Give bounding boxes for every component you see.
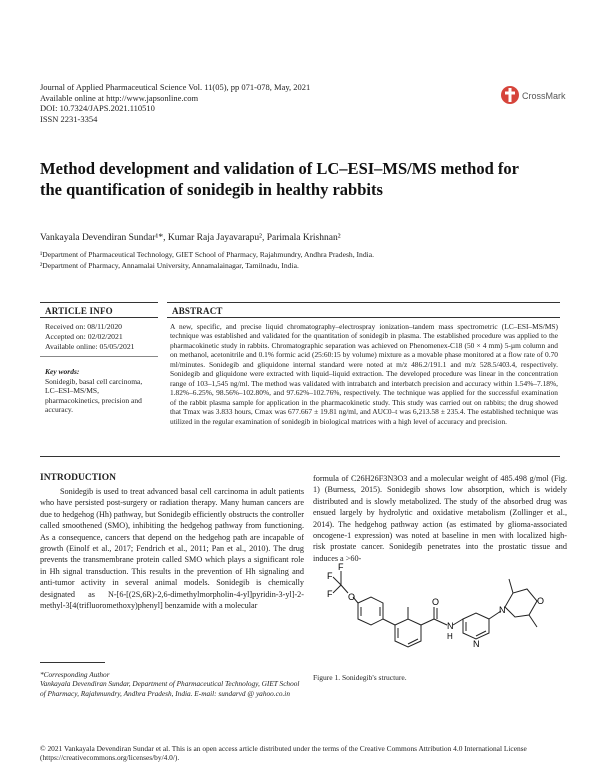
- sonidegib-structure-figure: [313, 563, 563, 669]
- abstract-text: A new, specific, and precise liquid chromatography–electrospray ionization–tandem mass spectrometric (LC–ESI–MS/MS) technique was established and validated for the quantitation of sonidegib in plasma. The established procedure was applied to the pharmacokinetic study in rabbits. Chromatographic separation was achieved on Phenomenex-C18 (50 × 4 mm) 5-µm column and on methanol, acetonitrile and 0.1% formic acid (25:60:15 by volume) mixture as a movable phase monitored at a flow rate of 0.70 ml/minutes. Sonidegib and gliquidone internal standard were noted at m/z 486.2/191.1 and m/z 528.5/403.4, respectively. Sonidegib and gliquidone were extracted with liquid–liquid extraction. The developed procedure was linear in the concentration range of 103–1,545 ng/ml. The method was validated with intrabatch and interbatch precision and accuracy within 1.54%–7.18%, 1.82%–6.25%, 98.56%–102.80%, and 97.62%–102.76%, respectively. The technique was applied for the successful examination of the rabbit plasma sample for application in the pharmacokinetic study. This study was carried out on rabbits; the drug showed that Tmax was 3.833 hours, Cmax was 677.667 ± 19.81 ng/ml, and AUC0–t was 6,213.58 ± 235.4. The established technique was utilized in the regular examination of sonidegib in biological matrices with a high level of accuracy and precision.: [170, 322, 558, 426]
- keywords-heading: Key words:: [45, 367, 80, 376]
- available-date: Available online: 05/05/2021: [45, 342, 135, 351]
- abstract-top-rule: [167, 302, 560, 303]
- atom-label-n2: N: [473, 639, 480, 649]
- introduction-left-column: Sonidegib is used to treat advanced basal cell carcinoma in adult patients who have persisted post-surgery or radiation therapy. Many human cancers are due to hedgehog (Hh) pathway, but Sonidegib efficiently obstructs the controller called smoothened (SMO), inhibiting the hedgehog pathway from functioning. As a consequence, cancers that depend on the hedgehog path are incapable of growth (Einolf et al., 2017; Fendrich et al., 2011; Pan et al., 2010). The drug prevents the transmembrane protein called SMO which plays a significant role in Hh signal transduction. This results in the prevention of Hh signaling and anti-tumor activity in several animal models. Sonidegib is chemically designated as N-[6-[(2S,6R)-2,6-dimethylmorpholin-4-yl]pyridin-3-yl]-2-methyl-3[4(trifluoromethoxy)phenyl] benzamide with a molecular: [40, 487, 304, 611]
- journal-header: [40, 82, 310, 124]
- structure-drawing: [313, 563, 563, 669]
- article-info-sub-rule: [40, 317, 158, 318]
- atom-label-f3: F: [338, 563, 344, 572]
- atom-label-n1: N: [447, 621, 454, 631]
- abstract-heading: ABSTRACT: [172, 306, 223, 316]
- corresponding-author-details: Vankayala Devendiran Sundar, Department of Pharmaceutical Technology, GIET School of Pharmacy, Rajahmundry, Andhra Pradesh, India. E-mail: sundarvd @ yahoo.co.in: [40, 679, 300, 698]
- figure-caption: Figure 1. Sonidegib's structure.: [313, 673, 407, 682]
- footnote-rule: [40, 662, 105, 663]
- crossmark-label: CrossMark: [522, 91, 566, 101]
- journal-citation: Journal of Applied Pharmaceutical Science Vol. 11(05), pp 071-078, May, 2021: [40, 82, 311, 92]
- atom-label-f2: F: [327, 589, 333, 599]
- affiliation-2: ²Department of Pharmacy, Annamalai University, Annamalainagar, Tamilnadu, India.: [40, 261, 299, 270]
- affiliation-1: ¹Department of Pharmaceutical Technology, GIET School of Pharmacy, Rajahmundry, Andhra Pradesh, India.: [40, 250, 375, 259]
- introduction-heading: INTRODUCTION: [40, 473, 117, 483]
- article-info-top-rule: [40, 302, 158, 303]
- keywords-text: Sonidegib, basal cell carcinoma, LC–ESI–MS/MS, pharmacokinetics, precision and accuracy.: [45, 376, 143, 414]
- journal-url[interactable]: Available online at http://www.japsonline.com: [40, 92, 199, 103]
- atom-label-h: H: [447, 632, 453, 641]
- atom-label-n3: N: [499, 605, 506, 615]
- license-footer: © 2021 Vankayala Devendiran Sundar et al. This is an open access article distributed under the terms of the Creative Commons Attribution 4.0 International License (https://creativecommons.org/licenses/by/4.0/).: [40, 744, 527, 763]
- article-info-heading: ARTICLE INFO: [45, 306, 113, 316]
- abstract-bottom-rule: [40, 456, 560, 457]
- article-dates: [45, 322, 135, 352]
- crossmark-logo[interactable]: [500, 84, 580, 106]
- corresponding-author: [40, 670, 300, 698]
- author-list: Vankayala Devendiran Sundar¹*, Kumar Raja Jayavarapu², Parimala Krishnan²: [40, 233, 341, 243]
- keywords-block: [45, 367, 155, 415]
- journal-issn: ISSN 2231-3354: [40, 113, 98, 124]
- info-keywords-divider: [40, 356, 158, 357]
- abstract-sub-rule: [167, 317, 560, 318]
- journal-doi: DOI: 10.7324/JAPS.2021.110510: [40, 103, 155, 113]
- atom-label-o3: O: [537, 596, 545, 606]
- introduction-right-column: formula of C26H26F3N3O3 and a molecular weight of 485.498 g/mol (Fig. 1) (Burness, 2015). Sonidegib shows low absorption, which is widely distributed and is slowly metabolized. The study of the absorbed drug was ensued largely by hydrolytic and oxidative metabolism (Zollinger et al., 2014). The hedgehog pathway action (as estimated by glioma-associated oncogene-1 expression) was noted at baseline in men with localized high-risk prostate cancer. Sonidegib penetrates into the prostatic tissue and induces a >60-: [313, 474, 567, 563]
- corresponding-author-label: *Corresponding Author: [40, 670, 110, 679]
- received-date: Received on: 08/11/2020: [45, 322, 123, 331]
- atom-label-f1: F: [327, 571, 333, 581]
- atom-label-o1: O: [348, 592, 356, 602]
- article-title: Method development and validation of LC–ESI–MS/MS method for the quantification of sonidegib in healthy rabbits: [40, 159, 519, 199]
- crossmark-icon: [500, 84, 580, 106]
- atom-label-o2: O: [432, 597, 440, 607]
- accepted-date: Accepted on: 02/02/2021: [45, 332, 123, 341]
